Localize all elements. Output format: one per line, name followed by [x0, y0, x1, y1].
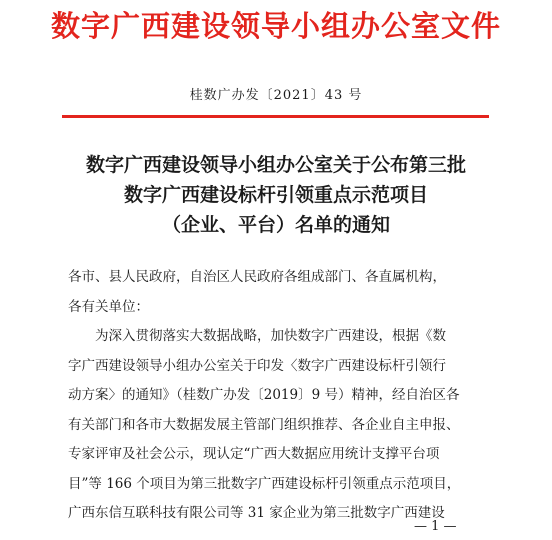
title-line: 数字广西建设标杆引领重点示范项目: [123, 184, 428, 206]
body-line: 字广西建设领导小组办公室关于印发〈数字广西建设标杆引领行: [68, 357, 446, 374]
masthead-title: 数字广西建设领导小组办公室文件: [50, 9, 501, 43]
body-line: 专家评审及社会公示，现认定“广西大数据应用统计支撑平台项: [68, 446, 440, 462]
body-line: 有关部门和各市大数据发展主管部门组织推荐、各企业自主申报、: [68, 416, 460, 433]
red-divider: [62, 115, 489, 118]
body-line: 动方案〉的通知》（桂数广办发〔2019〕9 号）精神，经自治区各: [68, 387, 460, 403]
body-line: 广西东信互联科技有限公司等 31 家企业为第三批数字广西建设: [68, 505, 445, 521]
notice-body: [68, 263, 488, 529]
page-number: — 1 —: [414, 519, 457, 534]
body-line: 目”等 166 个项目为第三批数字广西建设标杆引领重点示范项目，: [68, 475, 461, 492]
addressee-line: 各有关单位：: [68, 298, 149, 315]
notice-title: [0, 150, 552, 240]
document-number: 桂数广办发〔2021〕43 号: [189, 88, 363, 103]
title-line: 数字广西建设领导小组办公室关于公布第三批: [85, 154, 466, 176]
body-line: 为深入贯彻落实大数据战略，加快数字广西建设，根据《数: [95, 328, 446, 344]
title-line: （企业、平台）名单的通知: [161, 214, 390, 236]
addressee-line: 各市、县人民政府，自治区人民政府各组成部门、各直属机构，: [68, 269, 446, 285]
